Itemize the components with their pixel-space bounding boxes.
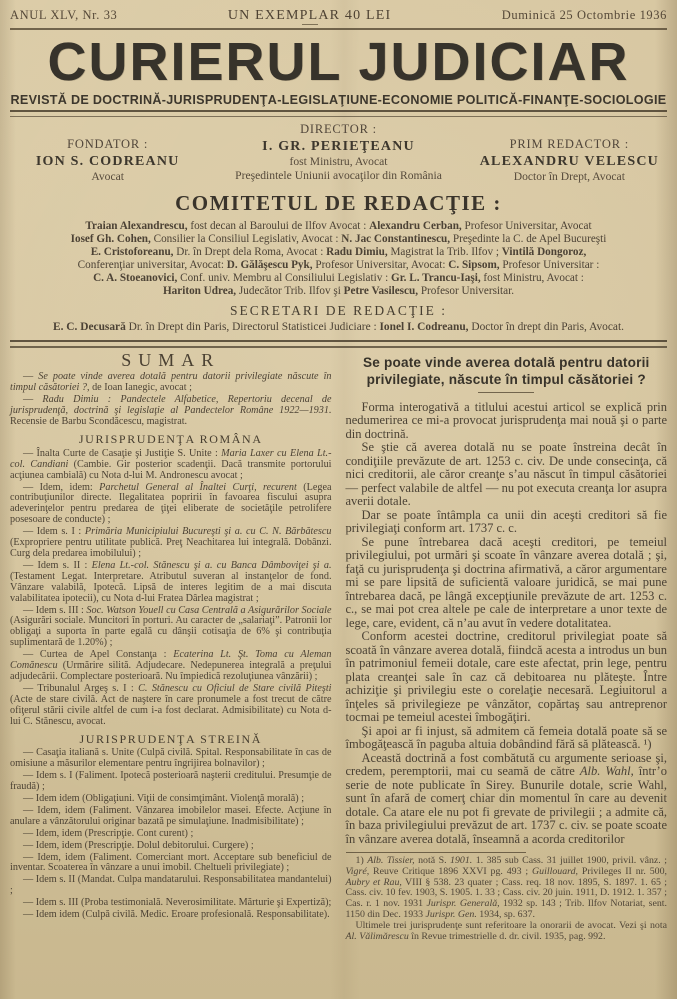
staff-section	[10, 122, 667, 184]
journal-title: CURIERUL JUDICIAR	[47, 32, 630, 92]
price-text: UN EXEMPLAR 40 LEI	[227, 8, 392, 23]
director-name: I. GR. PERIEŢEANU	[262, 139, 415, 154]
footnote-block	[346, 856, 668, 942]
committee-line: Traian Alexandrescu, fost decan al Baroului de Ilfov Avocat : Alexandru Cerban, Profesor Universitar, Avocat	[85, 219, 592, 232]
content-columns	[10, 349, 668, 943]
divider-double-rule	[10, 110, 667, 117]
director-title: fost Ministru, Avocat	[289, 155, 388, 168]
article-column	[346, 354, 668, 943]
summary-entry: — Idem s. II (Mandat. Culpa mandatarului. Responsabilitatea mandantelui) ;	[10, 874, 332, 897]
footnote-divider	[346, 852, 526, 853]
committee-line: Conferenţiar universitar, Avocat: D. Gălăşescu Pyk, Profesor Universitar, Avocat: C. Sipsom, Profesor Universitar :	[77, 258, 600, 271]
summary-entry: — Idem, idem (Faliment. Comerciant mort. Acceptare sub beneficiul de inventar. Scoaterea în vânzare a unui imobil. Cheltueli privilegiate) ;	[10, 851, 332, 874]
founder-name: ION S. CODREANU	[35, 154, 180, 169]
summary-general-list	[10, 372, 332, 428]
article-paragraph: Conform acestei doctrine, creditorul privilegiat poate să scoată în vânzare averea dotală, fiindcă acesta a introdus un bun în patrimoniul femeii dotale, care este afectat, prin lege, pentru plata creanţei sale în caz că debitoarea nu plăteşte. Între achiziţie şi privilegiu este o corelaţie necesară. Legiuitorul a înţeles să privilegieze pe vânzător, copărtaş sau antreprenor tocmai pe temeiul acestei îmbogăţiri.	[345, 629, 667, 724]
summary-column	[10, 349, 332, 943]
summary-heading: SUMAR	[121, 349, 221, 370]
founder-title: Avocat	[91, 170, 124, 183]
issue-info-bar	[10, 8, 667, 25]
chief-editor-label: PRIM REDACTOR :	[509, 137, 630, 151]
summary-entry: — Idem, idem (Prescripţie. Dolul debitorului. Curgere) ;	[23, 839, 254, 851]
footnote: Ultimele trei jurisprudenţe sunt referitoare la onorarii de avocat. Vezi şi nota Al. Vălimărescu în Revue trimestrielle d. dr. civil. 1935, pag. 992.	[345, 919, 667, 942]
price-label	[228, 8, 392, 25]
chief-editor-block	[472, 122, 667, 184]
article-paragraph: Această doctrină a fost combătută cu argumente serioase şi, credem, peremptorii, mai cu seamă de către Alb. Wahl, într’o serie de note publicate în Sirey. Bunurile dotale, scrie Wahl, sunt în afară de comerţ chiar din momentul în care au devenit dotale. Ca atare ele nu pot fi grevate de privilegii ; a admite că, în baza privilegiului prevăzut de art. 1737 c. civ. se poate scoate în vânzare averea dotală, înseamnă a acorda creditorilor	[345, 750, 667, 846]
article-body	[346, 401, 668, 847]
article-paragraph: Dar se poate întâmpla ca unii din aceşti creditori să fie privilegiaţi conform art. 1737 c. c.	[345, 507, 667, 535]
secretaries-heading: SECRETARI DE REDACŢIE :	[229, 302, 448, 318]
summary-entry: — Idem idem (Culpă civilă. Medic. Eroare profesională. Responsabilitate).	[23, 909, 330, 921]
price-underline-decoration	[302, 24, 318, 25]
founder-block	[10, 122, 205, 184]
committee-line: C. A. Stoeanovici, Conf. univ. Membru al Consiliului Legislativ : Gr. L. Trancu-Iaşi, fost Ministru, Avocat :	[93, 271, 584, 284]
committee-line: Iosef Gh. Cohen, Consilier la Consiliul Legislativ, Avocat : N. Jac Constantinescu, Preşedinte la C. de Apel Bucureşti	[70, 232, 607, 245]
article-paragraph: Se ştie că averea dotală nu se poate înstreina decât în condiţiile prevăzute de art. 1253 c. civ. De unde consecinţa, că nici creditorii, ale căror creanţe s’au născut în timpul căsătoriei — perfect valabile de altfel — nu pot executa creanţa lor asupra averii dotale.	[345, 440, 667, 508]
summary-entry: — Idem s. I (Faliment. Ipotecă posterioară naşterii creditului. Presumţie de fraudă) ;	[10, 770, 332, 793]
founder-label: FONDATOR :	[67, 137, 149, 151]
committee-list	[10, 220, 667, 298]
chief-editor-title: Doctor în Drept, Avocat	[513, 170, 625, 183]
director-label: DIRECTOR :	[300, 122, 377, 136]
secretaries-line: E. C. Decusară Dr. în Drept din Paris, Directorul Statisticei Judiciare : Ionel I. Codreanu, Doctor în drept din Paris, Avocat.	[53, 320, 624, 333]
summary-entry: — Se poate vinde averea dotală pentru datorii privilegiate născute în timpul căsătoriei ?, de Ioan Ianegic, avocat ;	[10, 371, 332, 394]
issue-number: ANUL XLV, Nr. 33	[10, 8, 118, 22]
article-paragraph: Se pune întrebarea dacă aceşti creditori, pe temeiul privilegiului, pot urmări şi scoate în vânzare averea dotală ; şi, faţă cu jurisprudenţa şi doctrina afirmativă, a căror argumentare mi se pare lipsită de suficientă valoare juridică, se mai pune întrebarea dacă, pe lângă excepţiunile prevăzute de art. 1253 c. c., se mai pot crea altele pe cale de interpretare a unor texte de lege, care, evident, că n’au avut în vedere dotalitatea.	[345, 534, 667, 630]
issue-date: Duminică 25 Octombrie 1936	[501, 8, 667, 22]
committee-heading: COMITETUL DE REDACŢIE :	[175, 190, 502, 215]
committee-line: Hariton Udrea, Judecător Trib. Ilfov şi Petre Vasilescu, Profesor Universitar.	[162, 284, 515, 297]
summary-entry: — Idem s. III (Proba testimonială. Neverosimilitate. Mărturie şi Expertiză);	[23, 897, 332, 909]
summary-entry: — Tribunalul Argeş s. I : C. Stănescu cu Oficiul de Stare civilă Piteşti (Acte de stare civilă. Act de naştere în care pronumele a fost trecut de către ofiţerul stării civile altfel de cum i-a fost declarat. Admisibilitate) cu Nota d-lui C. Stănescu, avocat.	[10, 682, 332, 727]
summary-entry: — Înalta Curte de Casaţie şi Justiţie S. Unite : Maria Laxer cu Elena Lt.-col. Candiani (Cambie. Gir posterior scadenţii. Dacă transmite portorului acţiunea cambială) cu Nota d-lui M. Andronescu avocat ;	[10, 447, 332, 481]
jurisprudence-romana-list	[10, 449, 332, 728]
committee-line: E. Cristoforeanu, Dr. în Drept dela Roma, Avocat : Radu Dimiu, Magistrat la Trib. Ilfov ; Vintilă Dongoroz,	[90, 245, 587, 258]
summary-entry: — Idem, idem: Parchetul General al Înaltei Curţi, recurent (Legea contribuţiunilor directe. Ilegalitatea popririi în favoarea fiscului asupra adeverinţelor pentru predarea de ţiţei eliberate de societăţile petrolifere posesoare de conducte) ;	[10, 481, 332, 526]
jurisprudence-streina-heading: JURISPRUDENŢA STREINĂ	[79, 731, 263, 746]
summary-entry: — Idem, idem (Prescripţie. Cont curent) ;	[23, 827, 194, 839]
article-title: Se poate vinde averea dotală pentru datorii privilegiate, născute în timpul căsătoriei ?	[362, 354, 650, 387]
director-block	[205, 122, 471, 184]
article-paragraph: Şi apoi ar fi injust, să admitem că femeia dotală poate să se îmbogăţească în paguba altuia dobândind fără să plătească. ¹)	[345, 723, 667, 751]
director-title-2: Preşedintele Uniunii avocaţilor din România	[235, 168, 442, 182]
title-divider	[478, 392, 534, 393]
chief-editor-name: ALEXANDRU VELESCU	[479, 154, 659, 169]
jurisprudence-romana-heading: JURISPRUDENŢA ROMÂNA	[78, 431, 263, 446]
jurisprudence-streina-list	[10, 748, 332, 921]
divider-double-rule-bottom	[10, 340, 667, 348]
footnote: 1) Alb. Tissier, notă S. 1901. 1. 385 sub Cass. 31 juillet 1900, privil. vânz. ; Vigré, Reuve Critique 1896 XXVI pg. 493 ; Guillouard, Privileges II nr. 500, Aubry et Rau, VIII § 538. 23 quater ; Cass. req. 18 nov. 1895, S. 1897. 1. 65 ; Cass. civ. 10 fev. 1903, S. 1905. 1. 33 ; Cass. civ. 20 juin. 1911, D. 1912. 1. 357 ; Cas. r. 1 nov. 1931 Jurispr. Generală, 1932 sp. 143 ; Trib. Ilfov Notariat, sent. 1150 din Dec. 1933 Jurispr. Gen. 1934, sp. 637.	[345, 855, 668, 920]
summary-entry: — Casaţia italiană s. Unite (Culpă civilă. Spital. Responsabilitate în cas de omisiune a măsurilor elementare pentru îngrijirea bolnavilor) ;	[10, 747, 332, 770]
article-paragraph: Forma interogativă a titlului acestui articol se explică prin nedumerirea ce mi-a provocat jurisprudenţa mai nouă şi o parte din doctrină.	[345, 399, 667, 441]
summary-entry: — Radu Dimiu : Pandectele Alfabetice, Repertoriu decenal de jurisprudenţă, doctrină şi legislaţie al Pandectelor Române 1922—1931. Recensie de Barbu Scondăcescu, magistrat.	[10, 394, 332, 428]
summary-entry: — Idem idem (Obligaţiuni. Viţii de consimţimânt. Violenţă morală) ;	[23, 793, 305, 805]
journal-subtitle: REVISTĂ DE DOCTRINĂ-JURISPRUDENŢA-LEGISLAŢIUNE-ECONOMIE POLITICĂ-FINANŢE-SOCIOLOGIE	[10, 93, 667, 107]
summary-entry: — Idem s. II : Elena Lt.-col. Stănescu şi a. cu Banca Dâmboviţei şi a. (Testament Legat. Interpretare. Atributul suveran al instanţelor de fond. Vânzare valabilă, Ipotecă. Lipsă de interes legitim de a mai discuta valabilitatea ipotecii), cu Nota d-lui Fratea Dârlea magistrat ;	[10, 559, 332, 604]
summary-entry: — Curtea de Apel Constanţa : Ecaterina Lt. Şt. Toma cu Aleman Comănescu (Urmărire silită. Adjudecare. Nedepunerea integrală a preţului adjudecării. Complectare posterioară. Nu împiedică rezoluţiunea vânzării) ;	[10, 649, 332, 682]
summary-entry: — Idem s. III : Soc. Watson Youell cu Casa Centrală a Asigurărilor Sociale (Asigurări sociale. Muncitori în porturi. Au caracter de „salariaţi”. Patronii lor obligaţi a suporta în parte egală cu dânşii cotisaţia de 6% şi contribuţia suplimentară de 1.20%) ;	[10, 604, 332, 649]
summary-entry: — Idem s. I : Primăria Municipiului Bucureşti şi a. cu C. N. Bărbătescu (Expropriere pentru utilitate publică. Preţ Neachitarea lui integrală. Dobânzi. Curg dela predarea imobilului) ;	[10, 526, 332, 559]
summary-entry: — Idem, idem (Faliment. Vânzarea imobilelor masei. Efecte. Acţiune în anulare a vânzătorului originar bazată pe simulaţiune. Inadmisibilitate) ;	[10, 804, 332, 827]
divider-rule	[10, 28, 667, 30]
